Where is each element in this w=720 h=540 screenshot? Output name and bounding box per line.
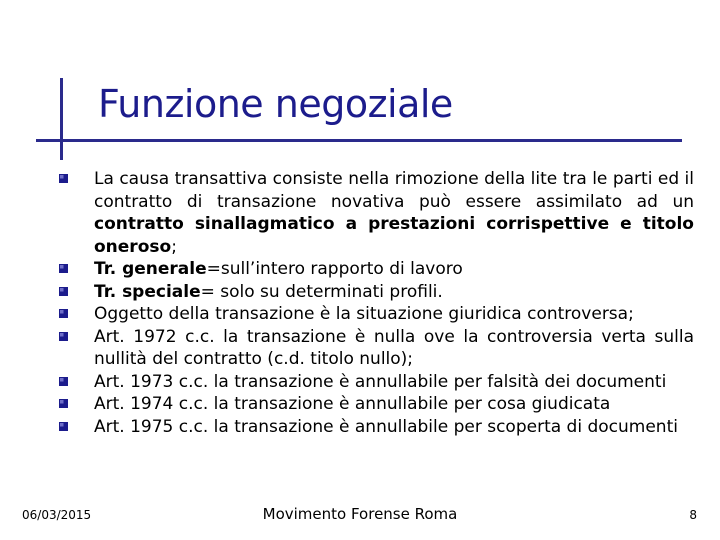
list-item [58,416,694,439]
item-text: Art. 1972 c.c. la transazione è nulla ove la controversia verta sulla nullità del contratto (c.d. titolo nullo); [94,326,694,369]
list-item [58,393,694,416]
square-bullet-icon [59,309,68,318]
item-text-post: = solo su determinati profili. [200,281,443,302]
item-text: Art. 1973 c.c. la transazione è annullabile per falsità dei documenti [94,371,667,392]
bullet-list [58,168,694,438]
item-text-post: =sull’intero rapporto di lavoro [206,259,463,279]
page-number: 8 [689,508,697,522]
square-bullet-icon [59,264,68,273]
title-horizontal-rule [36,139,682,142]
footer-date: 06/03/2015 [22,508,92,522]
square-bullet-icon [59,332,68,341]
footer-organization: Movimento Forense Roma [262,505,458,523]
item-text-bold: contratto sinallagmatico a prestazioni corrispettive e titolo oneroso [94,214,694,257]
title-vertical-rule [60,78,63,160]
item-text-bold: Tr. speciale [94,281,201,302]
list-item [58,303,694,326]
list-item [58,258,694,281]
list-item [58,168,694,258]
square-bullet-icon [59,174,68,183]
list-item [58,281,694,304]
square-bullet-icon [59,377,68,386]
slide-title: Funzione negoziale [98,82,453,126]
list-item [58,371,694,394]
item-text: Art. 1974 c.c. la transazione è annullabile per cosa giudicata [94,394,611,414]
item-text: Art. 1975 c.c. la transazione è annullabile per scoperta di documenti [94,416,678,437]
list-item [58,326,694,371]
square-bullet-icon [59,287,68,296]
item-text-pre: La causa transattiva consiste nella rimozione della lite tra le parti ed il contratto di transazione novativa può essere assimilato ad un [94,169,694,212]
square-bullet-icon [59,422,68,431]
square-bullet-icon [59,399,68,408]
item-text-bold: Tr. generale [94,259,207,279]
item-text: Oggetto della transazione è la situazione giuridica controversa; [94,304,634,324]
item-text-post: ; [171,236,177,257]
